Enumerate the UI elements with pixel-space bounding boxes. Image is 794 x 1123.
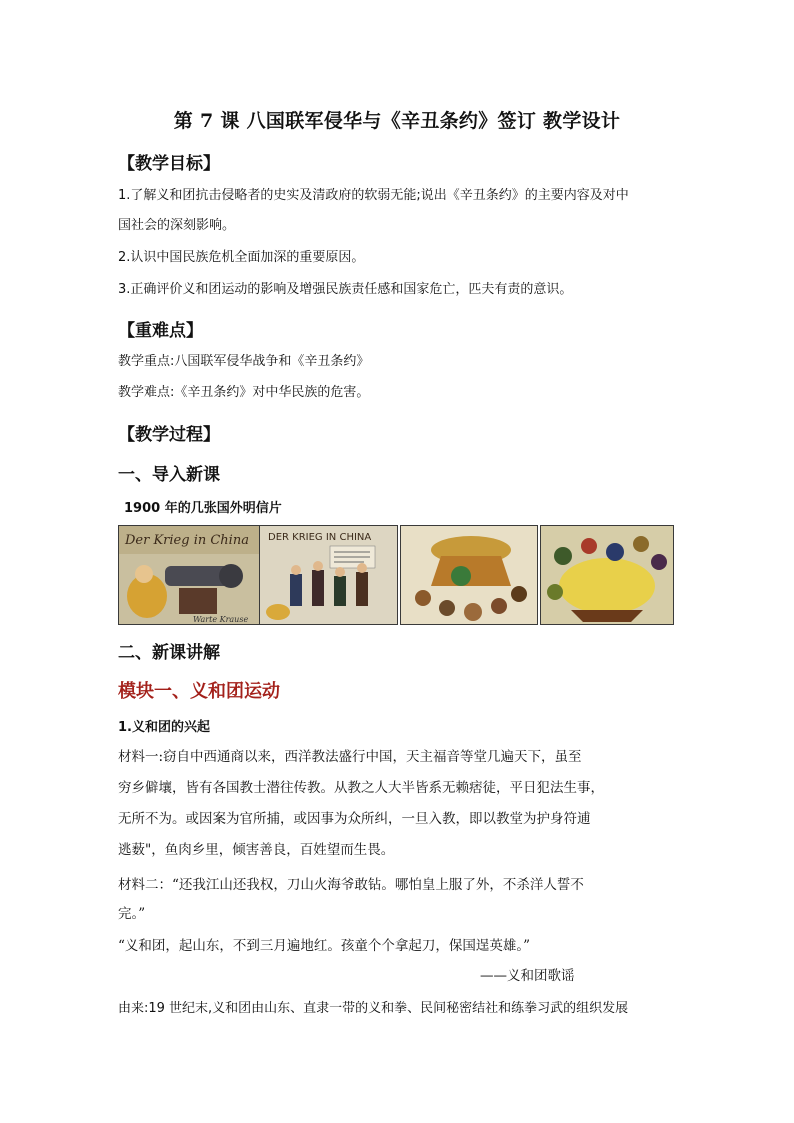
postcard-text: DER KRIEG IN CHINA xyxy=(268,532,372,543)
goal-line: 2.认识中国民族危机全面加深的重要原因。 xyxy=(118,250,365,265)
postcard-text: Der Krieg in China xyxy=(125,533,249,548)
sub-heading: 1.义和团的兴起 xyxy=(118,720,210,735)
material-line: 完。” xyxy=(118,906,146,922)
material-line: 穷乡僻壤，皆有各国教士潜往传教。从教之人大半皆系无赖痞徒，平日犯法生事， xyxy=(118,780,604,796)
goal-line: 1.了解义和团抗击侵略者的史实及清政府的软弱无能;说出《辛丑条约》的主要内容及对中 xyxy=(118,188,629,203)
material-line: 材料二：“还我江山还我权，刀山火海爷敢钻。哪怕皇上服了外，不杀洋人誓不 xyxy=(118,877,584,893)
key-point-line: 教学重点:八国联军侵华战争和《辛丑条约》 xyxy=(118,354,370,369)
postcard-image xyxy=(540,525,674,625)
origin-line: 由来:19 世纪末,义和团由山东、直隶一带的义和拳、民间秘密结社和练拳习武的组织发展 xyxy=(118,1001,629,1016)
process-heading: 【教学过程】 xyxy=(118,425,220,445)
part2-heading: 二、新课讲解 xyxy=(118,643,220,663)
postcard-image xyxy=(118,525,262,625)
difficult-point-line: 教学难点:《辛丑条约》对中华民族的危害。 xyxy=(118,385,370,400)
postcard-signature: Warte Krause xyxy=(193,615,249,624)
song-attribution: ——义和团歌谣 xyxy=(480,968,575,984)
key-points-heading: 【重难点】 xyxy=(118,321,203,341)
material-line: 材料一:窃自中西通商以来，西洋教法盛行中国，天主福音等堂几遍天下，虽至 xyxy=(118,749,582,765)
goal-line: 国社会的深刻影响。 xyxy=(118,218,236,233)
document-title: 第 7 课 八国联军侵华与《辛丑条约》签订 教学设计 xyxy=(173,110,621,132)
part1-heading: 一、导入新课 xyxy=(118,465,220,485)
goals-heading: 【教学目标】 xyxy=(118,154,220,174)
material-line: 逃薮"，鱼肉乡里，倾害善良，百姓望而生畏。 xyxy=(118,842,395,858)
module-heading: 模块一、义和团运动 xyxy=(118,681,280,702)
goal-line: 3.正确评价义和团运动的影响及增强民族责任感和国家危亡，匹夫有责的意识。 xyxy=(118,282,573,297)
material-line: “义和团，起山东，不到三月遍地红。孩童个个拿起刀，保国逞英雄。” xyxy=(118,938,531,954)
postcards-caption: 1900 年的几张国外明信片 xyxy=(124,501,282,516)
postcard-image xyxy=(259,525,398,625)
postcard-image xyxy=(400,525,538,625)
material-line: 无所不为。或因案为官所捕，或因事为众所纠，一旦入教，即以教堂为护身符逋 xyxy=(118,811,591,827)
